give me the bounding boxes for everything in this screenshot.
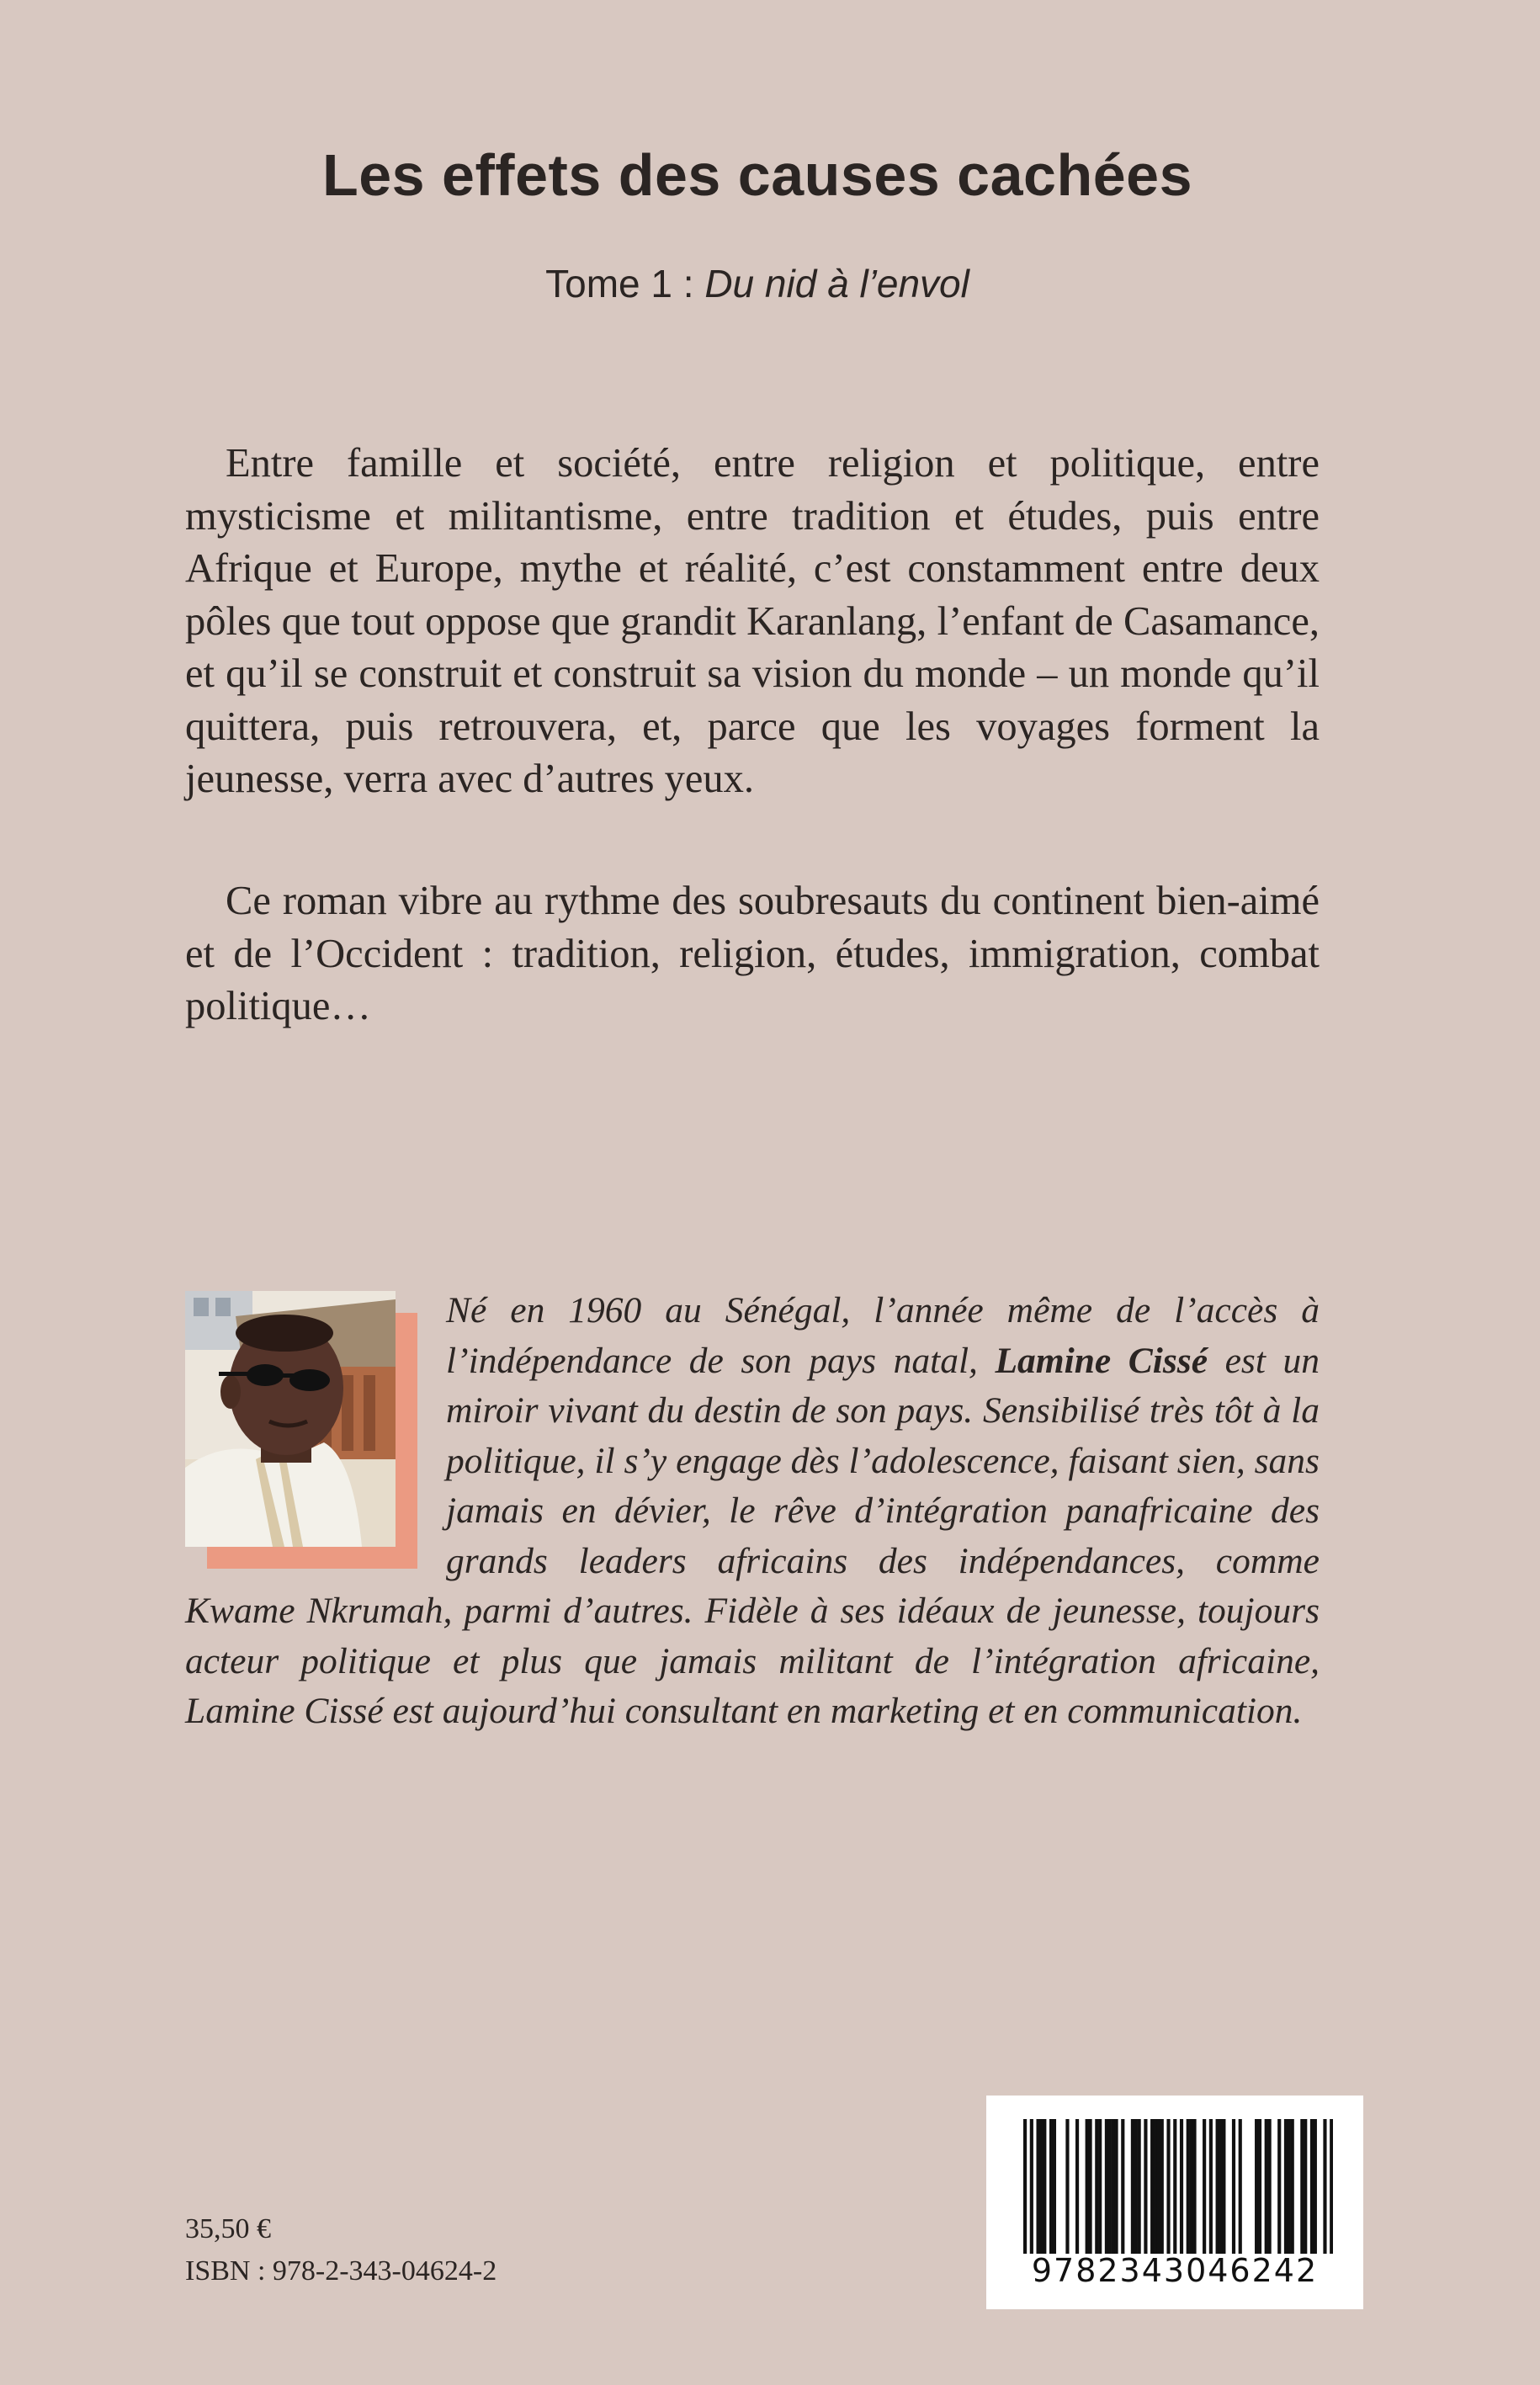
barcode-bar (1187, 2119, 1190, 2254)
book-subtitle (0, 261, 1515, 306)
bio-text-start: Né en 1960 au Sénégal, l’année même de l’accès à l’indépendance de son pays natal, (446, 1290, 1320, 1381)
barcode-bar (1036, 2119, 1039, 2254)
barcode-bar (1049, 2119, 1053, 2254)
barcode-bar (1075, 2119, 1079, 2254)
barcode-bar (1323, 2119, 1326, 2254)
barcode-bar (1239, 2119, 1242, 2254)
barcode (986, 2096, 1363, 2309)
barcode-bar (1288, 2119, 1291, 2254)
barcode-bar (1105, 2119, 1108, 2254)
book-title: Les effets des causes cachées (321, 142, 1192, 208)
author-name: Lamine Cissé (995, 1340, 1208, 1381)
bio-text-end: est un miroir vivant du destin de son pays. Sensibilisé très tôt à la politique, il s’y engage dès l’adolescence, faisant sien, sans jamais en dévier, le rêve d’intégration panafricaine des grands leaders africains des indépendances, comme Kwame Nkrumah, parmi d’autres. Fidèle à ses idéaux de jeunesse, toujours acteur politique et plus que jamais militant de l’intégration africaine, Lamine Cissé est aujourd’hui consultant en marketing et en communication. (185, 1340, 1320, 1731)
barcode-bar (1088, 2119, 1091, 2254)
barcode-bar (1265, 2119, 1268, 2254)
barcode-bar (1157, 2119, 1160, 2254)
barcode-bar (1030, 2119, 1033, 2254)
barcode-bar (1192, 2119, 1196, 2254)
barcode-bar (1291, 2119, 1294, 2254)
barcode-bar (1108, 2119, 1112, 2254)
barcode-bar (1121, 2119, 1124, 2254)
barcode-bar (1023, 2119, 1027, 2254)
price: 35,50 € (185, 2213, 271, 2244)
barcode-bar (1134, 2119, 1138, 2254)
blurb-paragraph-1: Entre famille et société, entre religion et politique, entre mysticisme et militantisme, entre tradition et études, puis entre Afrique et Europe, mythe et réalité, c’est constamment entre deux pôles que tout oppose que grandit Karanlang, l’enfant de Casamance, et qu’il se construit et construit sa vision du monde – un monde qu’il quittera, puis retrouvera, et, parce que les voyages forment la jeunesse, verra avec d’autres yeux. (185, 441, 1320, 801)
barcode-bar (1330, 2119, 1333, 2254)
barcode-bar (1154, 2119, 1157, 2254)
barcode-bar (1039, 2119, 1043, 2254)
barcode-bar (1268, 2119, 1272, 2254)
barcode-bar (1277, 2119, 1281, 2254)
barcode-bar (1203, 2119, 1206, 2254)
barcode-bar (1144, 2119, 1147, 2254)
barcode-bar (1310, 2119, 1314, 2254)
barcode-bar (1112, 2119, 1115, 2254)
barcode-bar (1216, 2119, 1219, 2254)
barcode-bar (1314, 2119, 1317, 2254)
subtitle-italic: Du nid à l’envol (704, 262, 969, 305)
barcode-bar (1160, 2119, 1164, 2254)
barcode-bar (1086, 2119, 1089, 2254)
barcode-bar (1138, 2119, 1141, 2254)
bio-photo-spacer (185, 1286, 446, 1575)
barcode-bar (1173, 2119, 1176, 2254)
barcode-bar (1284, 2119, 1288, 2254)
barcode-bar (1166, 2119, 1170, 2254)
barcode-bar (1219, 2119, 1222, 2254)
author-bio (185, 1286, 1320, 1737)
barcode-bar (1131, 2119, 1134, 2254)
barcode-bar (1190, 2119, 1193, 2254)
blurb-paragraph-2: Ce roman vibre au rythme des soubresauts du continent bien-aimé et de l’Occident : tradition, religion, études, immigration, combat politique… (185, 879, 1320, 1028)
barcode-bar (1053, 2119, 1056, 2254)
barcode-bar (1065, 2119, 1069, 2254)
barcode-bar (1114, 2119, 1118, 2254)
barcode-bar (1098, 2119, 1102, 2254)
barcode-bars (1023, 2119, 1333, 2254)
barcode-bar (1209, 2119, 1213, 2254)
barcode-bar (1304, 2119, 1307, 2254)
barcode-bar (1043, 2119, 1046, 2254)
barcode-bar (1180, 2119, 1183, 2254)
barcode-digits: 9782343046242 (1031, 2252, 1319, 2289)
subtitle-prefix: Tome 1 : (545, 262, 705, 305)
barcode-bar (1300, 2119, 1304, 2254)
barcode-bar (1222, 2119, 1225, 2254)
barcode-bar (1232, 2119, 1235, 2254)
barcode-bar (1255, 2119, 1258, 2254)
barcode-bar (1150, 2119, 1154, 2254)
barcode-bar (1095, 2119, 1098, 2254)
barcode-bar (1258, 2119, 1261, 2254)
isbn: ISBN : 978-2-343-04624-2 (185, 2255, 497, 2287)
